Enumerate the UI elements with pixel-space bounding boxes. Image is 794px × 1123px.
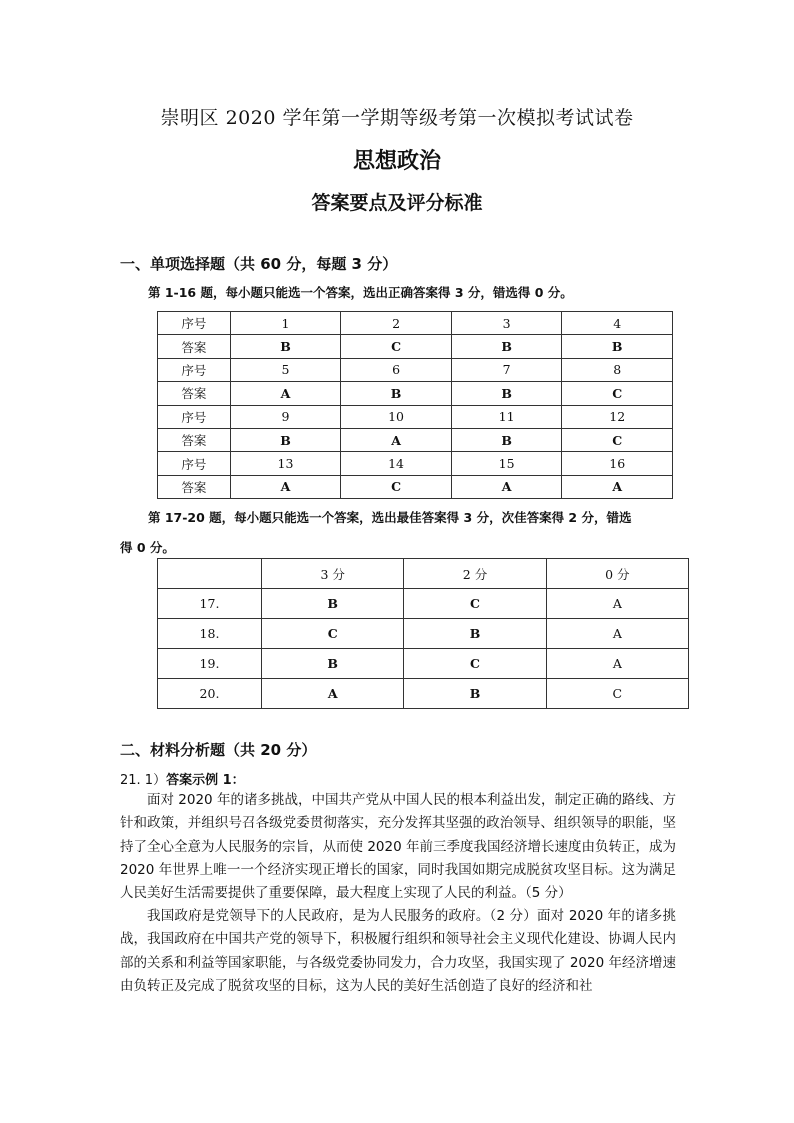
question-number-cell: 15 (451, 452, 562, 475)
question-number-cell: 17. (158, 589, 262, 619)
column-header: 0 分 (546, 559, 688, 589)
question-number-cell: 7 (451, 358, 562, 381)
document-subtitle: 答案要点及评分标准 (311, 192, 483, 214)
row-label: 序号 (158, 312, 231, 335)
row-label: 答案 (158, 335, 231, 358)
table-row (158, 589, 689, 619)
answer-cell: C (546, 679, 688, 709)
answer-example-label: 答案示例 1： (166, 773, 245, 788)
answer-cell: C (562, 382, 673, 405)
question-number-cell: 13 (230, 452, 341, 475)
question-number-cell: 8 (562, 358, 673, 381)
answer-cell: A (546, 619, 688, 649)
question-number-cell: 16 (562, 452, 673, 475)
answer-table-1-16 (157, 311, 673, 499)
answer-cell: B (404, 679, 546, 709)
answer-cell: B (341, 382, 452, 405)
column-header (158, 559, 262, 589)
question-number-cell: 9 (230, 405, 341, 428)
question-number-cell: 10 (341, 405, 452, 428)
answer-paragraph-2: 我国政府是党领导下的人民政府，是为人民服务的政府。（2 分）面对 2020 年的诸多挑战，我国政府在中国共产党的领导下，积极履行组织和领导社会主义现代化建设、协调人民内部的关系和利益等国家职能，与各级党委协同发力，合力攻坚，我国实现了 2020 年经济增速由负转正及完成了脱贫攻坚的目标，这为人民的美好生活创造了良好的经济和社 (120, 908, 676, 994)
answer-cell: A (230, 382, 341, 405)
answer-cell: C (262, 619, 404, 649)
question-number-cell: 4 (562, 312, 673, 335)
question-number-cell: 19. (158, 649, 262, 679)
question-number-cell: 5 (230, 358, 341, 381)
answer-cell: C (404, 649, 546, 679)
answer-paragraph-1: 面对 2020 年的诸多挑战，中国共产党从中国人民的根本利益出发，制定正确的路线、方针和政策，并组织号召各级党委贯彻落实，充分发挥其坚强的政治领导、组织领导的职能，坚持了全心全意为人民服务的宗旨，从而使 2020 年前三季度我国经济增长速度由负转正，成为 2020 年世界上唯一一个经济实现正增长的国家，同时我国如期完成脱贫攻坚目标。这为满足人民美好生活需要提供了重要保障，最大程度上实现了人民的利益。（5 分） (120, 792, 676, 902)
answer-cell: B (404, 619, 546, 649)
answer-cell: C (562, 428, 673, 451)
question-number-cell: 20. (158, 679, 262, 709)
question-number-cell: 12 (562, 405, 673, 428)
table-row (158, 335, 673, 358)
answer-cell: B (562, 335, 673, 358)
answer-cell: B (451, 335, 562, 358)
answer-cell: B (230, 335, 341, 358)
question-21-label (120, 769, 245, 788)
subject-title: 思想政治 (352, 149, 441, 174)
table-row (158, 475, 673, 498)
answer-cell: A (546, 649, 688, 679)
section1-note2-line1: 第 17-20 题，每小题只能选一个答案，选出最佳答案得 3 分，次佳答案得 2 分，错选 (148, 510, 632, 525)
row-label: 答案 (158, 428, 231, 451)
table-row (158, 619, 689, 649)
answer-cell: C (404, 589, 546, 619)
answer-cell: B (262, 649, 404, 679)
answer-cell: A (262, 679, 404, 709)
question-number-cell: 3 (451, 312, 562, 335)
question-number-cell: 18. (158, 619, 262, 649)
answer-cell: B (451, 382, 562, 405)
column-header: 2 分 (404, 559, 546, 589)
table-row (158, 649, 689, 679)
table-row (158, 358, 673, 381)
section1-note2-line2: 得 0 分。 (120, 540, 175, 555)
question-number: 21. 1） (120, 773, 167, 788)
exam-title: 崇明区 2020 学年第一学期等级考第一次模拟考试试卷 (160, 107, 634, 129)
question-number-cell: 1 (230, 312, 341, 335)
table-row (158, 382, 673, 405)
question-number-cell: 6 (341, 358, 452, 381)
section2-heading: 二、材料分析题（共 20 分） (120, 741, 317, 759)
question-number-cell: 2 (341, 312, 452, 335)
table-row (158, 679, 689, 709)
table-header-row (158, 559, 689, 589)
table-row (158, 312, 673, 335)
table-row (158, 405, 673, 428)
row-label: 答案 (158, 475, 231, 498)
answer-cell: A (230, 475, 341, 498)
answer-cell: B (451, 428, 562, 451)
answer-table-17-20 (157, 558, 689, 709)
row-label: 答案 (158, 382, 231, 405)
question-number-cell: 11 (451, 405, 562, 428)
answer-cell: B (230, 428, 341, 451)
question-number-cell: 14 (341, 452, 452, 475)
answer-cell: A (451, 475, 562, 498)
answer-cell: A (341, 428, 452, 451)
answer-cell: A (562, 475, 673, 498)
answer-cell: C (341, 475, 452, 498)
section1-note1: 第 1-16 题，每小题只能选一个答案，选出正确答案得 3 分，错选得 0 分。 (148, 285, 573, 300)
answer-cell: B (262, 589, 404, 619)
table-row (158, 428, 673, 451)
answer-cell: C (341, 335, 452, 358)
row-label: 序号 (158, 358, 231, 381)
table-row (158, 452, 673, 475)
row-label: 序号 (158, 405, 231, 428)
section1-heading: 一、单项选择题（共 60 分，每题 3 分） (120, 255, 398, 273)
column-header: 3 分 (262, 559, 404, 589)
answer-cell: A (546, 589, 688, 619)
row-label: 序号 (158, 452, 231, 475)
